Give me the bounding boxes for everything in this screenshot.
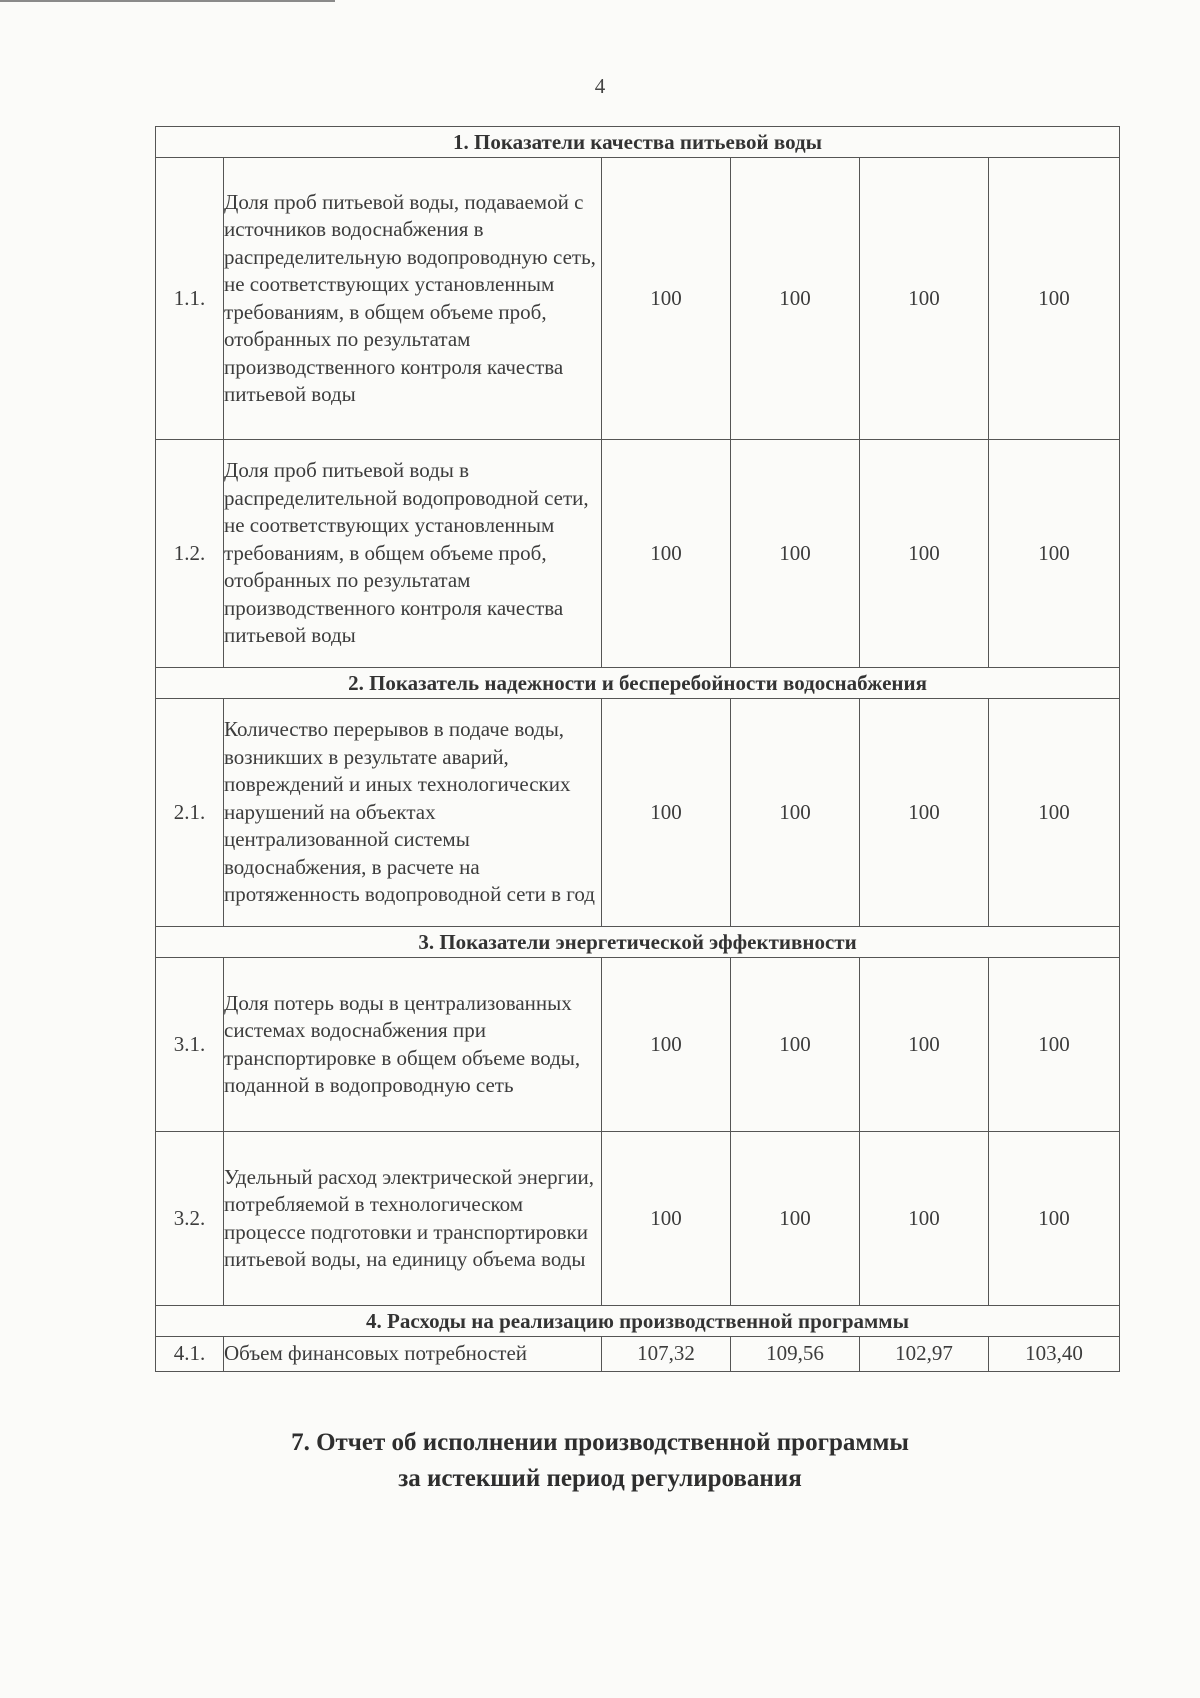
row-value: 100 xyxy=(860,1132,989,1306)
row-value: 100 xyxy=(989,958,1120,1132)
row-value: 100 xyxy=(602,1132,731,1306)
row-description: Доля потерь воды в централизованных системах водоснабжения при транспортировке в общем объеме воды, поданной в водопроводную сеть xyxy=(224,958,602,1132)
heading-line: 7. Отчет об исполнении производственной программы xyxy=(291,1429,909,1456)
table-row xyxy=(156,440,1120,668)
section-header-row xyxy=(156,668,1120,699)
row-number: 3.1. xyxy=(156,958,224,1132)
row-value: 100 xyxy=(602,158,731,440)
section-header-row xyxy=(156,927,1120,958)
row-value: 100 xyxy=(602,440,731,668)
heading-line: за истекший период регулирования xyxy=(398,1465,802,1492)
section-title: 1. Показатели качества питьевой воды xyxy=(156,127,1120,158)
row-value: 103,40 xyxy=(989,1337,1120,1372)
section-title: 2. Показатель надежности и бесперебойности водоснабжения xyxy=(156,668,1120,699)
row-value: 100 xyxy=(731,1132,860,1306)
table-row xyxy=(156,1337,1120,1372)
section-title: 4. Расходы на реализацию производственной программы xyxy=(156,1306,1120,1337)
table-row xyxy=(156,699,1120,927)
indicators-table xyxy=(155,126,1120,1372)
row-value: 100 xyxy=(989,440,1120,668)
table-row xyxy=(156,958,1120,1132)
row-value: 100 xyxy=(602,699,731,927)
row-value: 109,56 xyxy=(731,1337,860,1372)
row-value: 102,97 xyxy=(860,1337,989,1372)
row-description: Объем финансовых потребностей xyxy=(224,1337,602,1372)
row-value: 100 xyxy=(860,699,989,927)
row-number: 1.1. xyxy=(156,158,224,440)
section-header-row xyxy=(156,1306,1120,1337)
page-number: 4 xyxy=(594,74,606,98)
section-title: 3. Показатели энергетической эффективности xyxy=(156,927,1120,958)
row-description: Удельный расход электрической энергии, потребляемой в технологическом процессе подготовки и транспортировки питьевой воды, на единицу объема воды xyxy=(224,1132,602,1306)
row-value: 100 xyxy=(989,699,1120,927)
table-row xyxy=(156,1132,1120,1306)
next-section-heading xyxy=(0,1425,1200,1497)
row-value: 100 xyxy=(731,440,860,668)
row-description: Доля проб питьевой воды в распределительной водопроводной сети, не соответствующих установленным требованиям, в общем объеме проб, отобранных по результатам производственного контроля качества питьевой воды xyxy=(224,440,602,668)
row-number: 1.2. xyxy=(156,440,224,668)
row-value: 100 xyxy=(860,440,989,668)
section-header-row xyxy=(156,127,1120,158)
table-row xyxy=(156,158,1120,440)
row-value: 100 xyxy=(602,958,731,1132)
row-number: 3.2. xyxy=(156,1132,224,1306)
row-value: 107,32 xyxy=(602,1337,731,1372)
row-number: 2.1. xyxy=(156,699,224,927)
row-value: 100 xyxy=(731,958,860,1132)
row-value: 100 xyxy=(731,699,860,927)
row-value: 100 xyxy=(860,958,989,1132)
row-value: 100 xyxy=(860,158,989,440)
row-value: 100 xyxy=(989,1132,1120,1306)
row-description: Доля проб питьевой воды, подаваемой с источников водоснабжения в распределительную водопроводную сеть, не соответствующих установленным требованиям, в общем объеме проб, отобранных по результатам производственного контроля качества питьевой воды xyxy=(224,158,602,440)
row-description: Количество перерывов в подаче воды, возникших в результате аварий, повреждений и иных технологических нарушений на объектах централизованной системы водоснабжения, в расчете на протяженность водопроводной сети в год xyxy=(224,699,602,927)
row-value: 100 xyxy=(731,158,860,440)
row-number: 4.1. xyxy=(156,1337,224,1372)
scan-edge-mark xyxy=(0,0,335,2)
row-value: 100 xyxy=(989,158,1120,440)
